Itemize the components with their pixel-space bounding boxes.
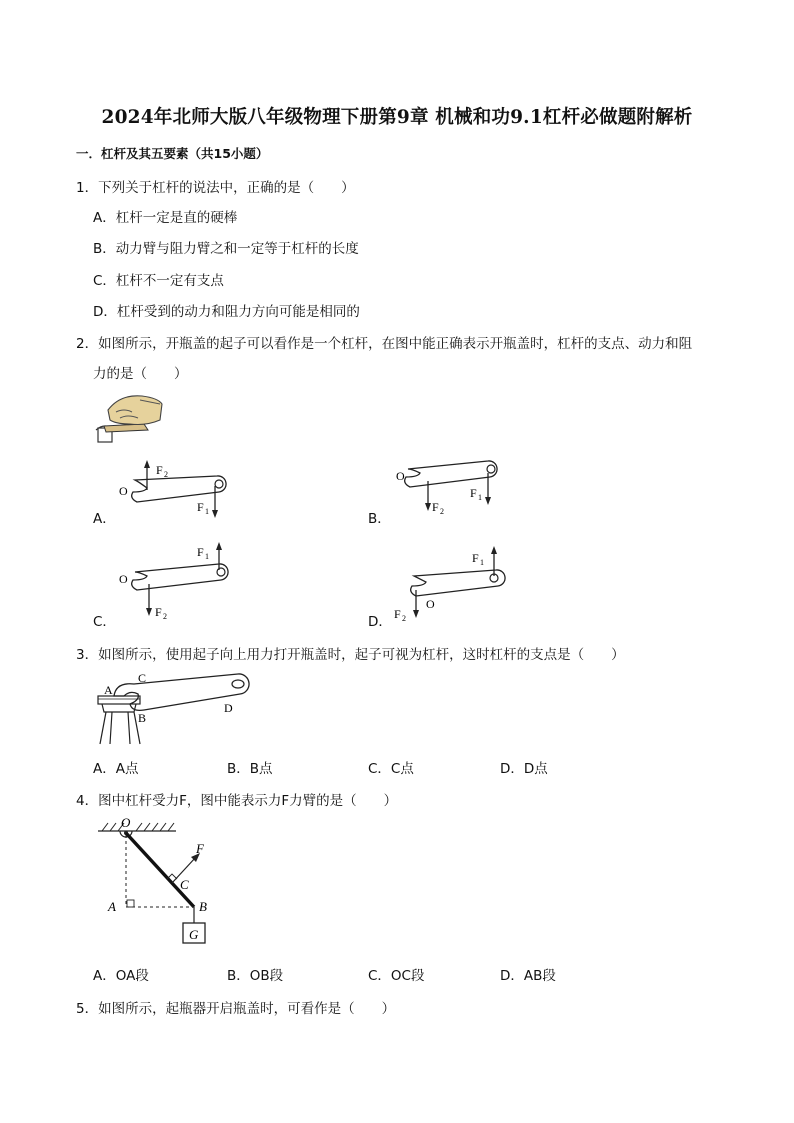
- question-1-stem: 1．下列关于杠杆的说法中，正确的是（ ）: [76, 180, 355, 196]
- fulcrum-label: O: [426, 597, 435, 611]
- section-heading: 一．杠杆及其五要素（共15小题）: [76, 146, 269, 161]
- force-label: F: [197, 545, 204, 559]
- force-subscript: 2: [440, 507, 444, 516]
- label-b: B: [199, 899, 207, 914]
- force-label: F: [394, 607, 401, 621]
- question-2-stem-line2: 力的是（ ）: [93, 366, 188, 382]
- question-1-option-a: A．杠杆一定是直的硬棒: [93, 210, 238, 226]
- label-c: C: [180, 877, 189, 892]
- question-4-stem: 4．图中杠杆受力F，图中能表示力F力臂的是（ ）: [76, 793, 398, 809]
- force-subscript: 2: [402, 614, 406, 623]
- question-3-option-b: B．B点: [227, 761, 273, 777]
- force-subscript: 1: [480, 558, 484, 567]
- force-label: F: [470, 486, 477, 500]
- hand-opener-figure: [86, 390, 166, 450]
- question-4-option-b: B．OB段: [227, 968, 284, 984]
- page-title: 2024年北师大版八年级物理下册第9章 机械和功9.1杠杆必做题附解析: [101, 107, 693, 128]
- force-subscript: 2: [164, 470, 168, 479]
- question-4-option-a: A．OA段: [93, 968, 149, 984]
- option-c-lever-diagram: [115, 538, 240, 620]
- option-d-lever-diagram: [392, 540, 512, 624]
- bottle-opener-figure: [94, 668, 254, 746]
- point-c-label: C: [138, 671, 147, 685]
- question-1-option-c: C．杠杆不一定有支点: [93, 273, 224, 289]
- force-label: F: [156, 463, 163, 477]
- option-b-lever-diagram: [394, 455, 514, 517]
- question-3-option-d: D．D点: [500, 761, 548, 777]
- question-2-option-d-label: D．: [368, 614, 392, 630]
- force-subscript: 1: [205, 552, 209, 561]
- label-a: A: [108, 899, 116, 914]
- question-3-option-c: C．C点: [368, 761, 414, 777]
- question-1-option-b: B．动力臂与阻力臂之和一定等于杠杆的长度: [93, 241, 359, 257]
- label-f: F: [196, 841, 204, 856]
- question-1-option-d: D．杠杆受到的动力和阻力方向可能是相同的: [93, 304, 360, 320]
- option-a-lever-diagram: [115, 458, 235, 518]
- force-subscript: 1: [205, 507, 209, 516]
- force-subscript: 1: [478, 493, 482, 502]
- fulcrum-label: O: [119, 572, 128, 586]
- point-d-label: D: [224, 701, 233, 715]
- fulcrum-label: O: [396, 469, 405, 483]
- question-3-option-a: A．A点: [93, 761, 139, 777]
- force-label: F: [472, 551, 479, 565]
- label-o: O: [121, 815, 131, 830]
- point-b-label: B: [138, 711, 147, 725]
- question-4-option-d: D．AB段: [500, 968, 556, 984]
- question-2-option-c-label: C．: [93, 614, 116, 630]
- fulcrum-label: O: [119, 484, 128, 498]
- force-label: F: [155, 605, 162, 619]
- force-label: F: [197, 500, 204, 514]
- question-4-option-c: C．OC段: [368, 968, 425, 984]
- force-subscript: 2: [163, 612, 167, 621]
- point-a-label: A: [104, 683, 113, 697]
- question-2-option-a-label: A．: [93, 511, 116, 527]
- force-label: F: [432, 500, 439, 514]
- question-2-stem-line1: 2．如图所示，开瓶盖的起子可以看作是一个杠杆，在图中能正确表示开瓶盖时，杠杆的支点、动力和阻: [76, 336, 693, 352]
- label-g: G: [189, 927, 199, 942]
- question-5-stem: 5．如图所示，起瓶器开启瓶盖时，可看作是（ ）: [76, 1001, 396, 1017]
- lever-force-arm-figure: [96, 815, 226, 950]
- question-3-stem: 3．如图所示，使用起子向上用力打开瓶盖时，起子可视为杠杆，这时杠杆的支点是（ ）: [76, 647, 625, 663]
- question-2-option-b-label: B．: [368, 511, 391, 527]
